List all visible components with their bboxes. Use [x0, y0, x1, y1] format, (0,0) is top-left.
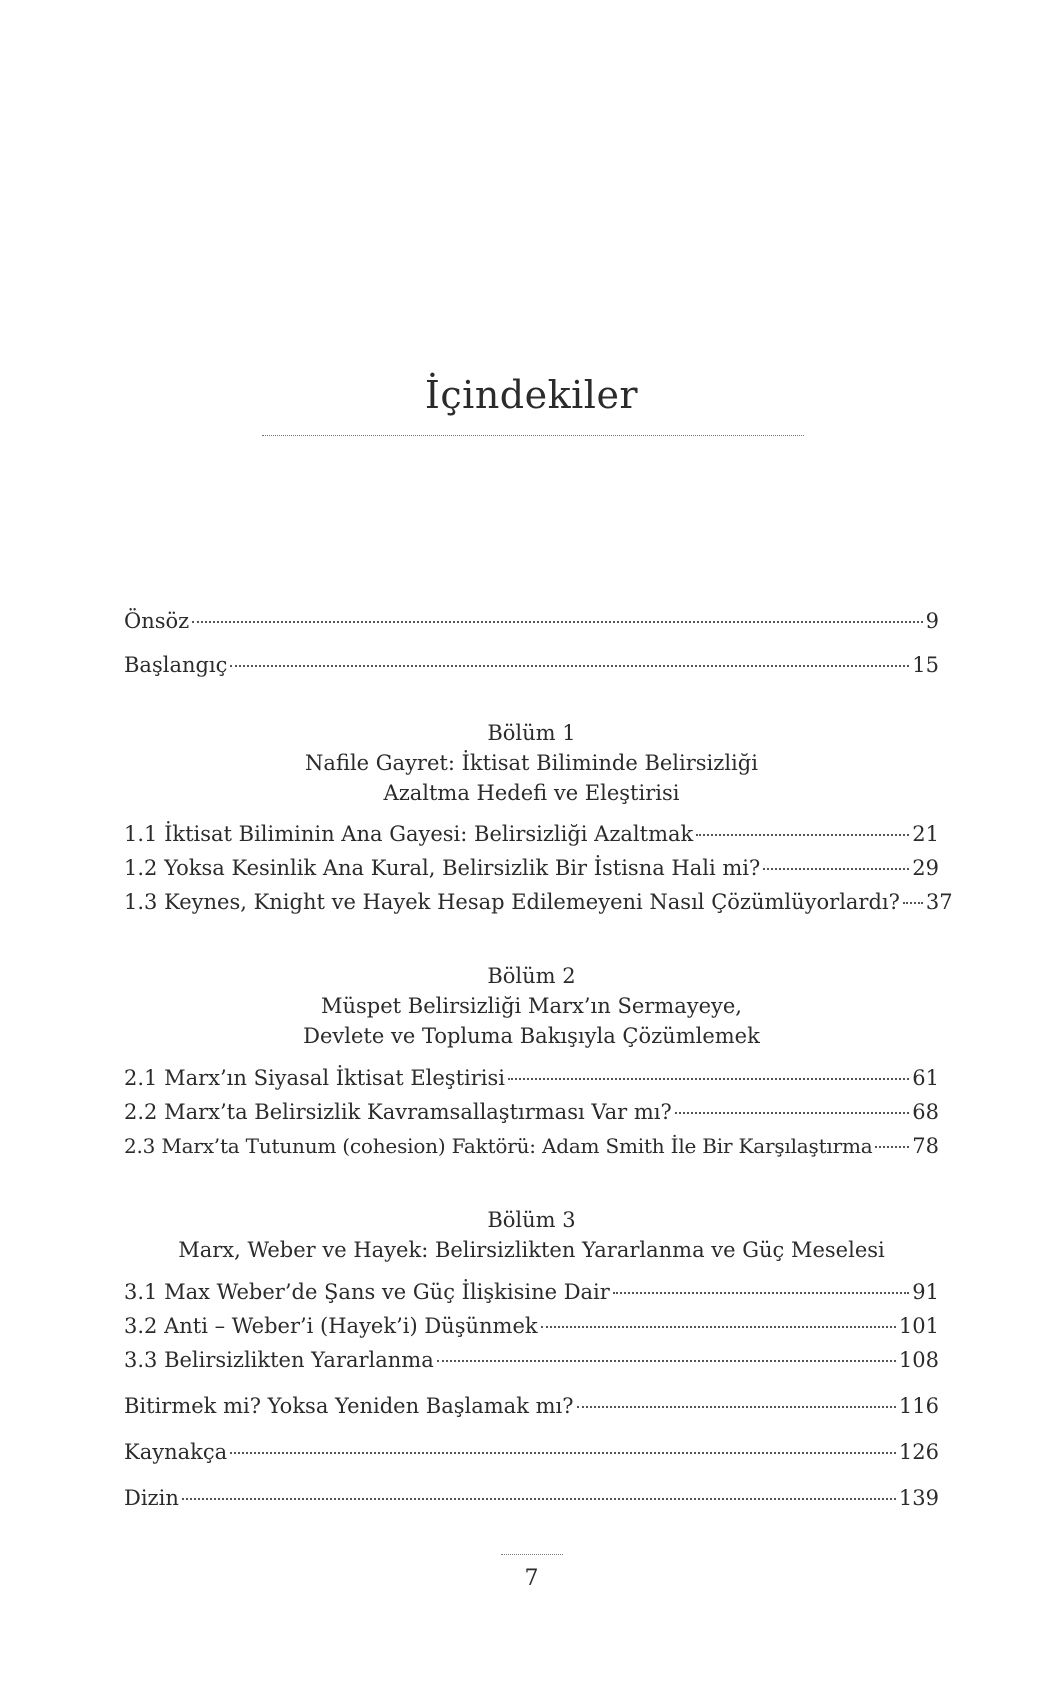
dot-leader [508, 1078, 909, 1080]
toc-entry-label: 1.1 İktisat Biliminin Ana Gayesi: Belirsizliği Azaltmak [124, 822, 694, 846]
dot-leader [875, 1146, 909, 1148]
chapter-subtitle-line: Azaltma Hedefi ve Eleştirisi [383, 781, 680, 805]
toc-entry-label: 1.3 Keynes, Knight ve Hayek Hesap Edilemeyeni Nasıl Çözümlüyorlardı? [124, 890, 900, 914]
toc-entry-page: 29 [912, 856, 939, 880]
dot-leader [613, 1292, 909, 1294]
dot-leader [230, 665, 909, 667]
toc-entry-dizin[interactable] [124, 1485, 939, 1511]
toc-entry-label: Önsöz [124, 609, 190, 633]
toc-entry-2-2[interactable] [124, 1099, 939, 1125]
toc-entry-page: 68 [912, 1100, 939, 1124]
toc-entry-page: 21 [912, 822, 939, 846]
dot-leader [763, 868, 909, 870]
chapter-subtitle-line: Marx, Weber ve Hayek: Belirsizlikten Yararlanma ve Güç Meselesi [178, 1238, 885, 1262]
dot-leader [437, 1360, 896, 1362]
toc-entry-label: 3.1 Max Weber’de Şans ve Güç İlişkisine Dair [124, 1280, 610, 1304]
toc-entry-3-2[interactable] [124, 1313, 939, 1339]
dot-leader [192, 621, 922, 623]
toc-entry-page: 116 [898, 1394, 939, 1418]
toc-entry-page: 91 [912, 1280, 939, 1304]
toc-entry-page: 61 [912, 1066, 939, 1090]
folio-divider [501, 1554, 563, 1555]
toc-entry-baslangic[interactable] [124, 652, 939, 678]
chapter-number: Bölüm 3 [487, 1208, 576, 1232]
toc-entry-onsoz[interactable] [124, 608, 939, 634]
toc-entry-label: Kaynakça [124, 1440, 228, 1464]
toc-entry-3-3[interactable] [124, 1347, 939, 1373]
dot-leader [696, 834, 909, 836]
toc-entry-page: 108 [898, 1348, 939, 1372]
dot-leader [675, 1112, 910, 1114]
toc-entry-label: 2.2 Marx’ta Belirsizlik Kavramsallaştırması Var mı? [124, 1100, 672, 1124]
toc-entry-page: 15 [912, 653, 939, 677]
chapter-subtitle-line: Devlete ve Topluma Bakışıyla Çözümlemek [303, 1024, 760, 1048]
toc-entry-label: Dizin [124, 1486, 179, 1510]
toc-entry-label: 2.1 Marx’ın Siyasal İktisat Eleştirisi [124, 1066, 505, 1090]
dot-leader [182, 1498, 896, 1500]
toc-entry-label: Başlangıç [124, 653, 228, 677]
chapter-subtitle-line: Müspet Belirsizliği Marx’ın Sermayeye, [321, 994, 742, 1018]
toc-entry-bitirmek[interactable] [124, 1393, 939, 1419]
page-number: 7 [524, 1566, 539, 1591]
chapter-subtitle-line: Nafile Gayret: İktisat Biliminde Belirsizliği [305, 751, 758, 775]
toc-entry-page: 37 [925, 890, 953, 914]
toc-entry-1-1[interactable] [124, 821, 939, 847]
toc-entry-2-1[interactable] [124, 1065, 939, 1091]
toc-entry-label: 3.2 Anti – Weber’i (Hayek’i) Düşünmek [124, 1314, 538, 1338]
toc-entry-label: 2.3 Marx’ta Tutunum (cohesion) Faktörü: Adam Smith İle Bir Karşılaştırma [124, 1134, 873, 1158]
toc-entry-page: 126 [898, 1440, 939, 1464]
toc-entry-page: 9 [925, 609, 939, 633]
toc-entry-3-1[interactable] [124, 1279, 939, 1305]
toc-entry-page: 139 [898, 1486, 939, 1510]
page-title: İçindekiler [424, 373, 639, 417]
chapter-heading-1 [124, 718, 939, 808]
toc-entry-label: Bitirmek mi? Yoksa Yeniden Başlamak mı? [124, 1394, 574, 1418]
chapter-number: Bölüm 1 [487, 721, 576, 745]
toc-entry-label: 3.3 Belirsizlikten Yararlanma [124, 1348, 434, 1372]
title-divider [262, 435, 804, 436]
chapter-number: Bölüm 2 [487, 964, 576, 988]
dot-leader [541, 1326, 896, 1328]
toc-entry-kaynakca[interactable] [124, 1439, 939, 1465]
chapter-heading-2 [124, 961, 939, 1051]
toc-entry-label: 1.2 Yoksa Kesinlik Ana Kural, Belirsizlik Bir İstisna Hali mi? [124, 856, 761, 880]
chapter-heading-3 [124, 1205, 939, 1265]
toc-entry-1-2[interactable] [124, 855, 939, 881]
dot-leader [903, 902, 923, 904]
dot-leader [230, 1452, 896, 1454]
dot-leader [577, 1406, 896, 1408]
toc-entry-page: 101 [898, 1314, 939, 1338]
toc-entry-1-3[interactable] [124, 889, 953, 915]
toc-entry-page: 78 [912, 1134, 939, 1158]
toc-entry-2-3[interactable] [124, 1133, 939, 1159]
